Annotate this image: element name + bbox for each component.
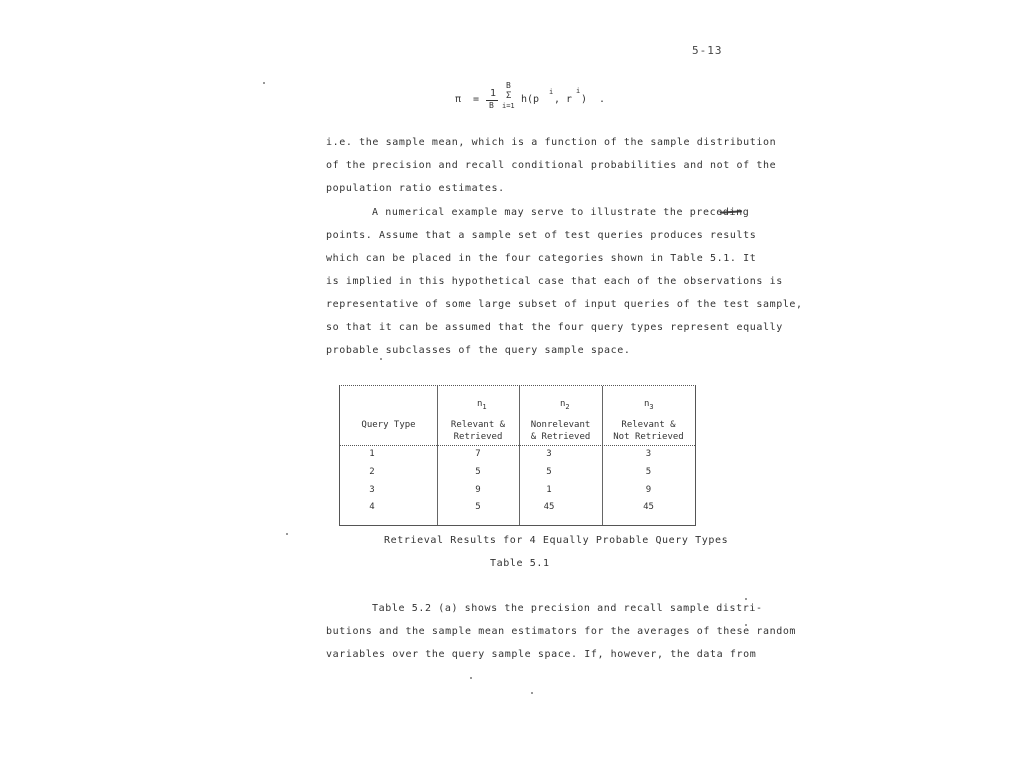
n2-cell: 5	[546, 467, 552, 477]
column-symbol: n	[477, 399, 483, 409]
column-header-n3	[644, 398, 654, 413]
results-table	[339, 385, 696, 526]
text-line: population ratio estimates.	[326, 183, 505, 194]
paragraph-numerical-example	[326, 207, 803, 368]
n3-cell: 9	[645, 485, 652, 495]
query-type-cell: 4	[369, 502, 375, 512]
text-line: variables over the query sample space. If, however, the data from	[326, 649, 757, 660]
formula-term: h(p	[521, 94, 540, 105]
formula-sup-p: i	[549, 88, 554, 96]
text-line: which can be placed in the four categories shown in Table 5.1. It	[326, 253, 757, 264]
column-label-n1	[437, 419, 519, 443]
column-symbol: n	[560, 399, 566, 409]
column-label-line: Relevant &	[450, 420, 506, 430]
table-caption: Retrieval Results for 4 Equally Probable Query Types	[384, 535, 729, 546]
formula-period: .	[599, 94, 606, 105]
n2-cell: 1	[546, 485, 552, 495]
column-label-line: Relevant &	[621, 420, 676, 430]
paragraph-table-5-2	[326, 603, 797, 672]
text-line: Table 5.2 (a) shows the precision and recall sample distri-	[372, 603, 763, 614]
formula-sum-lower: i=1	[502, 102, 515, 110]
text-line: probable subclasses of the query sample space.	[326, 345, 631, 356]
n1-cell: 5	[475, 502, 481, 512]
query-type-cell: 1	[369, 449, 375, 459]
column-label-line: Retrieved	[453, 432, 503, 442]
n1-cell: 5	[475, 467, 481, 477]
column-symbol: n	[644, 399, 650, 409]
text-line: so that it can be assumed that the four query types represent equally	[326, 322, 783, 333]
n1-cell: 7	[475, 449, 481, 459]
column-label-n3	[602, 419, 695, 443]
scan-speck	[745, 598, 747, 600]
scan-speck	[380, 358, 382, 360]
formula-fraction-numerator: 1	[490, 88, 497, 99]
column-label-n2	[519, 419, 602, 443]
column-header-n1	[477, 398, 487, 413]
scan-speck	[745, 624, 747, 626]
page-number: 5-13	[692, 44, 723, 57]
query-type-cell: 2	[369, 467, 375, 477]
formula-close: )	[581, 94, 588, 105]
query-type-header: Query Type	[361, 420, 416, 430]
scan-speck	[531, 692, 533, 694]
text-line: representative of some large subset of input queries of the test sample,	[326, 299, 803, 310]
n3-cell: 45	[643, 502, 654, 512]
column-label-line: Nonrelevant	[530, 420, 591, 430]
formula-fraction-denominator: B	[489, 101, 494, 110]
formula-equals: =	[473, 94, 480, 105]
text-line: is implied in this hypothetical case that each of the observations is	[326, 276, 783, 287]
paragraph-sample-mean	[326, 137, 777, 206]
formula-lhs: π	[455, 94, 462, 105]
formula-sup-r: i	[576, 87, 581, 95]
n3-cell: 5	[645, 467, 652, 477]
column-subscript: 1	[482, 402, 487, 411]
text-line: butions and the sample mean estimators for the averages of these random	[326, 626, 797, 637]
n1-cell: 9	[475, 485, 481, 495]
column-label-line: & Retrieved	[530, 432, 591, 442]
text-line: A numerical example may serve to illustrate the preceding	[372, 207, 750, 218]
query-type-cell: 3	[369, 485, 375, 495]
n2-cell: 45	[543, 502, 555, 512]
text-line: points. Assume that a sample set of test queries produces results	[326, 230, 757, 241]
column-subscript: 2	[565, 402, 570, 411]
table-number: Table 5.1	[490, 558, 550, 569]
column-subscript: 3	[649, 402, 654, 411]
text-line: of the precision and recall conditional probabilities and not of the	[326, 160, 777, 171]
n2-cell: 3	[546, 449, 552, 459]
formula-sum-symbol: Σ	[506, 91, 512, 101]
column-label-line: Not Retrieved	[613, 432, 684, 442]
table-header-divider	[340, 445, 695, 447]
formula-term-r: , r	[554, 94, 573, 105]
text-line: i.e. the sample mean, which is a function of the sample distribution	[326, 137, 777, 148]
scan-speck	[470, 677, 472, 679]
scan-speck	[263, 82, 265, 84]
formula-sum-upper: B	[506, 81, 511, 90]
column-header-n2	[560, 398, 570, 413]
scan-speck	[286, 533, 288, 535]
n3-cell: 3	[645, 449, 652, 459]
